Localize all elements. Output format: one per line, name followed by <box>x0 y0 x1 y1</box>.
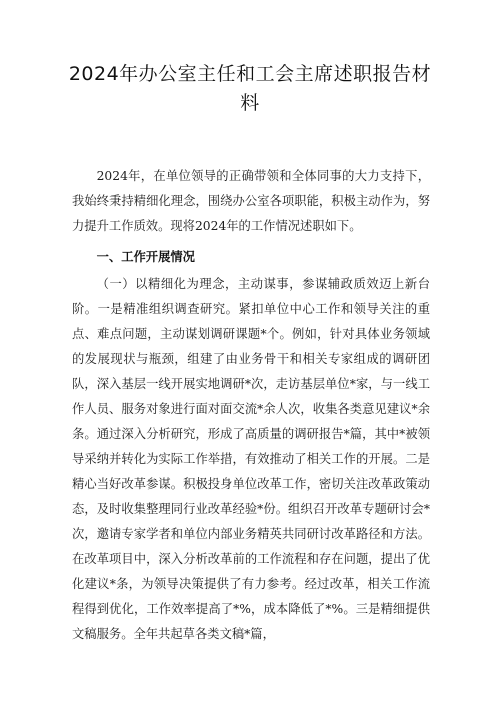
document-title: 2024年办公室主任和工会主席述职报告材料 <box>68 63 432 114</box>
document-body <box>72 164 430 647</box>
section-body-paragraph: （一）以精细化为理念，主动谋事，参谋辅政质效迈上新台阶。一是精准组织调查研究。紧扣单位中心工作和领导关注的重点、难点问题，主动谋划调研课题*个。例如，针对具体业务领域的发展现状与瓶颈，组建了由业务骨干和相关专家组成的调研团队，深入基层一线开展实地调研*次，走访基层单位*家，与一线工作人员、服务对象进行面对面交流*余人次，收集各类意见建议*余条。通过深入分析研究，形成了高质量的调研报告*篇，其中*被领导采纳并转化为实际工作举措，有效推动了相关工作的开展。二是精心当好改革参谋。积极投身单位改革工作，密切关注改革政策动态，及时收集整理同行业改革经验*份。组织召开改革专题研讨会*次，邀请专家学者和单位内部业务精英共同研讨改革路径和方法。在改革项目中，深入分析改革前的工作流程和存在问题，提出了优化建议*条，为领导决策提供了有力参考。经过改革，相关工作流程得到优化，工作效率提高了*%，成本降低了*%。三是精细提供文稿服务。全年共起草各类文稿*篇， <box>72 277 430 641</box>
intro-paragraph: 2024年，在单位领导的正确带领和全体同事的大力支持下，我始终秉持精细化理念，围绕办公室各项职能，积极主动作为，努力提升工作质效。现将2024年的工作情况述职如下。 <box>72 169 430 233</box>
section-heading-work-progress: 一、工作开展情况 <box>96 250 195 264</box>
